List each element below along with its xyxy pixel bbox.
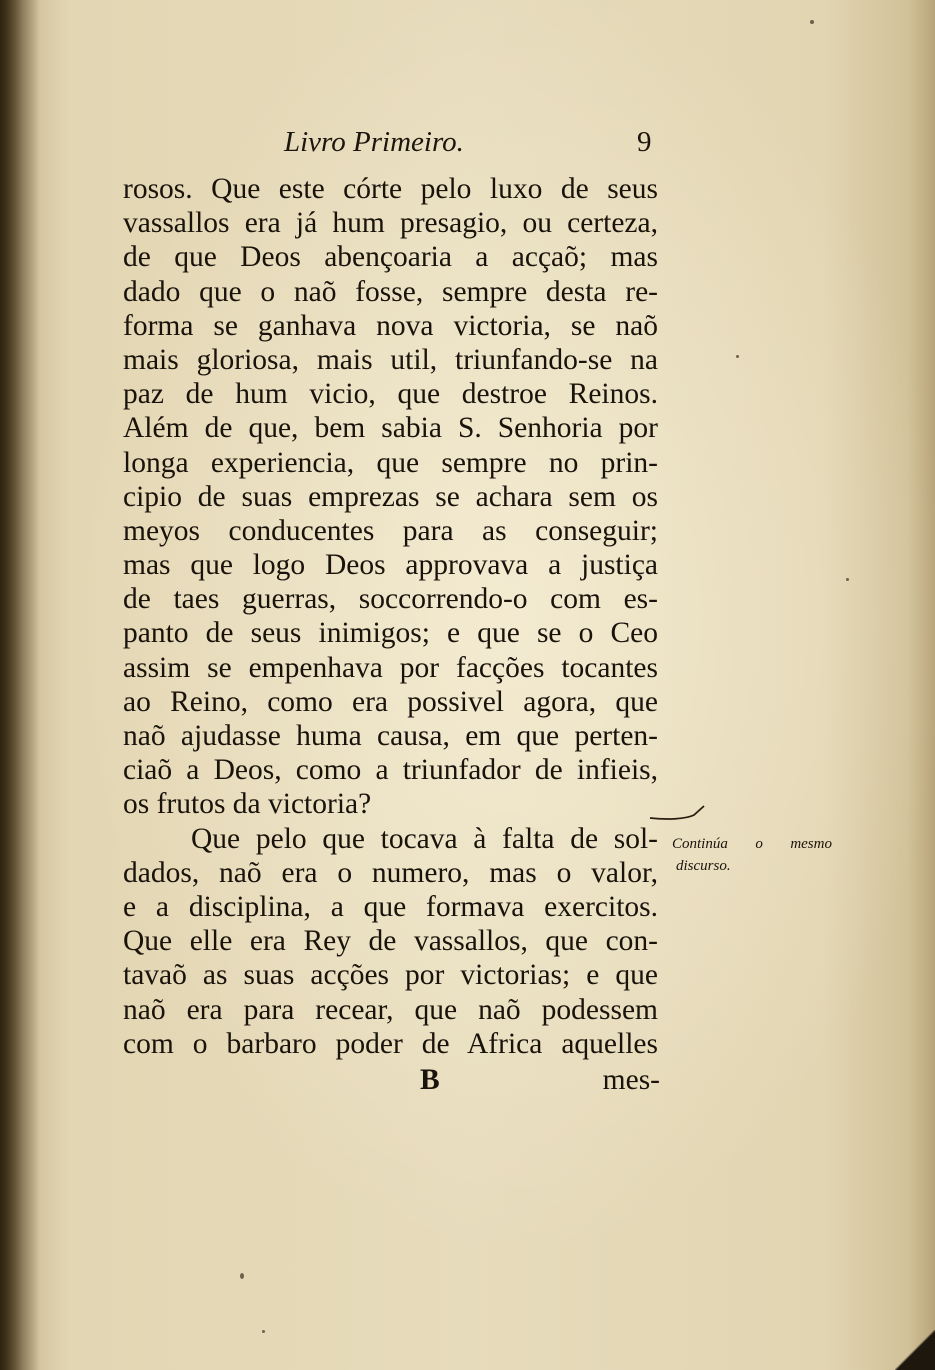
text-line: os frutos da victoria? bbox=[123, 788, 372, 821]
page-header bbox=[284, 126, 664, 166]
paper-speck bbox=[240, 1273, 244, 1279]
running-head: Livro Primeiro. bbox=[284, 126, 464, 158]
text-line: Que elle era Rey de vassallos, que con- bbox=[123, 925, 658, 958]
text-line: ciaõ a Deos, como a triunfador de infieis, bbox=[123, 754, 658, 787]
signature-mark: B bbox=[420, 1064, 440, 1096]
marginal-note bbox=[672, 833, 832, 877]
text-line: assim se empenhava por facções tocantes bbox=[123, 651, 658, 684]
text-line: Além de que, bem sabia S. Senhoria por bbox=[123, 412, 658, 445]
text-line: forma se ganhava nova victoria, se naõ bbox=[123, 309, 658, 342]
handwritten-pen-mark bbox=[648, 800, 708, 824]
text-line: e a disciplina, a que formava exercitos. bbox=[123, 890, 658, 923]
text-line: de que Deos abençoaria a acçaõ; mas bbox=[123, 241, 658, 274]
marginal-note-word: o bbox=[755, 836, 763, 852]
text-line: naõ ajudasse huma causa, em que perten- bbox=[123, 720, 658, 752]
paper-speck bbox=[846, 578, 849, 581]
page-gutter-shadow bbox=[0, 0, 40, 1370]
text-line: dados, naõ era o numero, mas o valor, bbox=[123, 856, 658, 889]
text-line: ao Reino, como era possivel agora, que bbox=[123, 685, 658, 718]
text-line: cipio de suas emprezas se achara sem os bbox=[123, 480, 658, 513]
text-line: panto de seus inimigos; e que se o Ceo bbox=[123, 617, 658, 650]
text-line: tavaõ as suas acções por victorias; e que bbox=[123, 959, 658, 992]
torn-corner bbox=[895, 1330, 935, 1370]
text-line: meyos conducentes para as conseguir; bbox=[123, 514, 658, 547]
page-number: 9 bbox=[637, 126, 652, 158]
paper-speck bbox=[736, 355, 739, 358]
text-line: vassallos era já hum presagio, ou certeza, bbox=[123, 207, 658, 240]
paragraph-first-line: Que pelo que tocava à falta de sol- bbox=[191, 822, 658, 855]
text-line: com o barbaro poder de Africa aquelles bbox=[123, 1027, 658, 1060]
text-line: mais gloriosa, mais util, triunfando-se na bbox=[123, 343, 658, 376]
text-line: naõ era para recear, que naõ podessem bbox=[123, 993, 658, 1026]
text-line: longa experiencia, que sempre no prin- bbox=[123, 446, 658, 479]
marginal-note-word: mesmo bbox=[790, 836, 832, 852]
paper-speck bbox=[262, 1330, 265, 1333]
text-line: de taes guerras, soccorrendo-o com es- bbox=[123, 583, 658, 616]
marginal-note-line: discurso. bbox=[676, 858, 731, 874]
paper-speck bbox=[810, 20, 814, 24]
text-line: mas que logo Deos approvava a justiça bbox=[123, 549, 658, 582]
text-line: rosos. Que este córte pelo luxo de seus bbox=[123, 173, 658, 205]
marginal-note-word: Continúa bbox=[672, 836, 728, 852]
page-footer bbox=[420, 1064, 660, 1100]
text-line: dado que o naõ fosse, sempre desta re- bbox=[123, 275, 658, 308]
text-line: paz de hum vicio, que destroe Reinos. bbox=[123, 378, 658, 411]
body-text bbox=[123, 172, 658, 1061]
catchword: mes- bbox=[602, 1064, 660, 1096]
